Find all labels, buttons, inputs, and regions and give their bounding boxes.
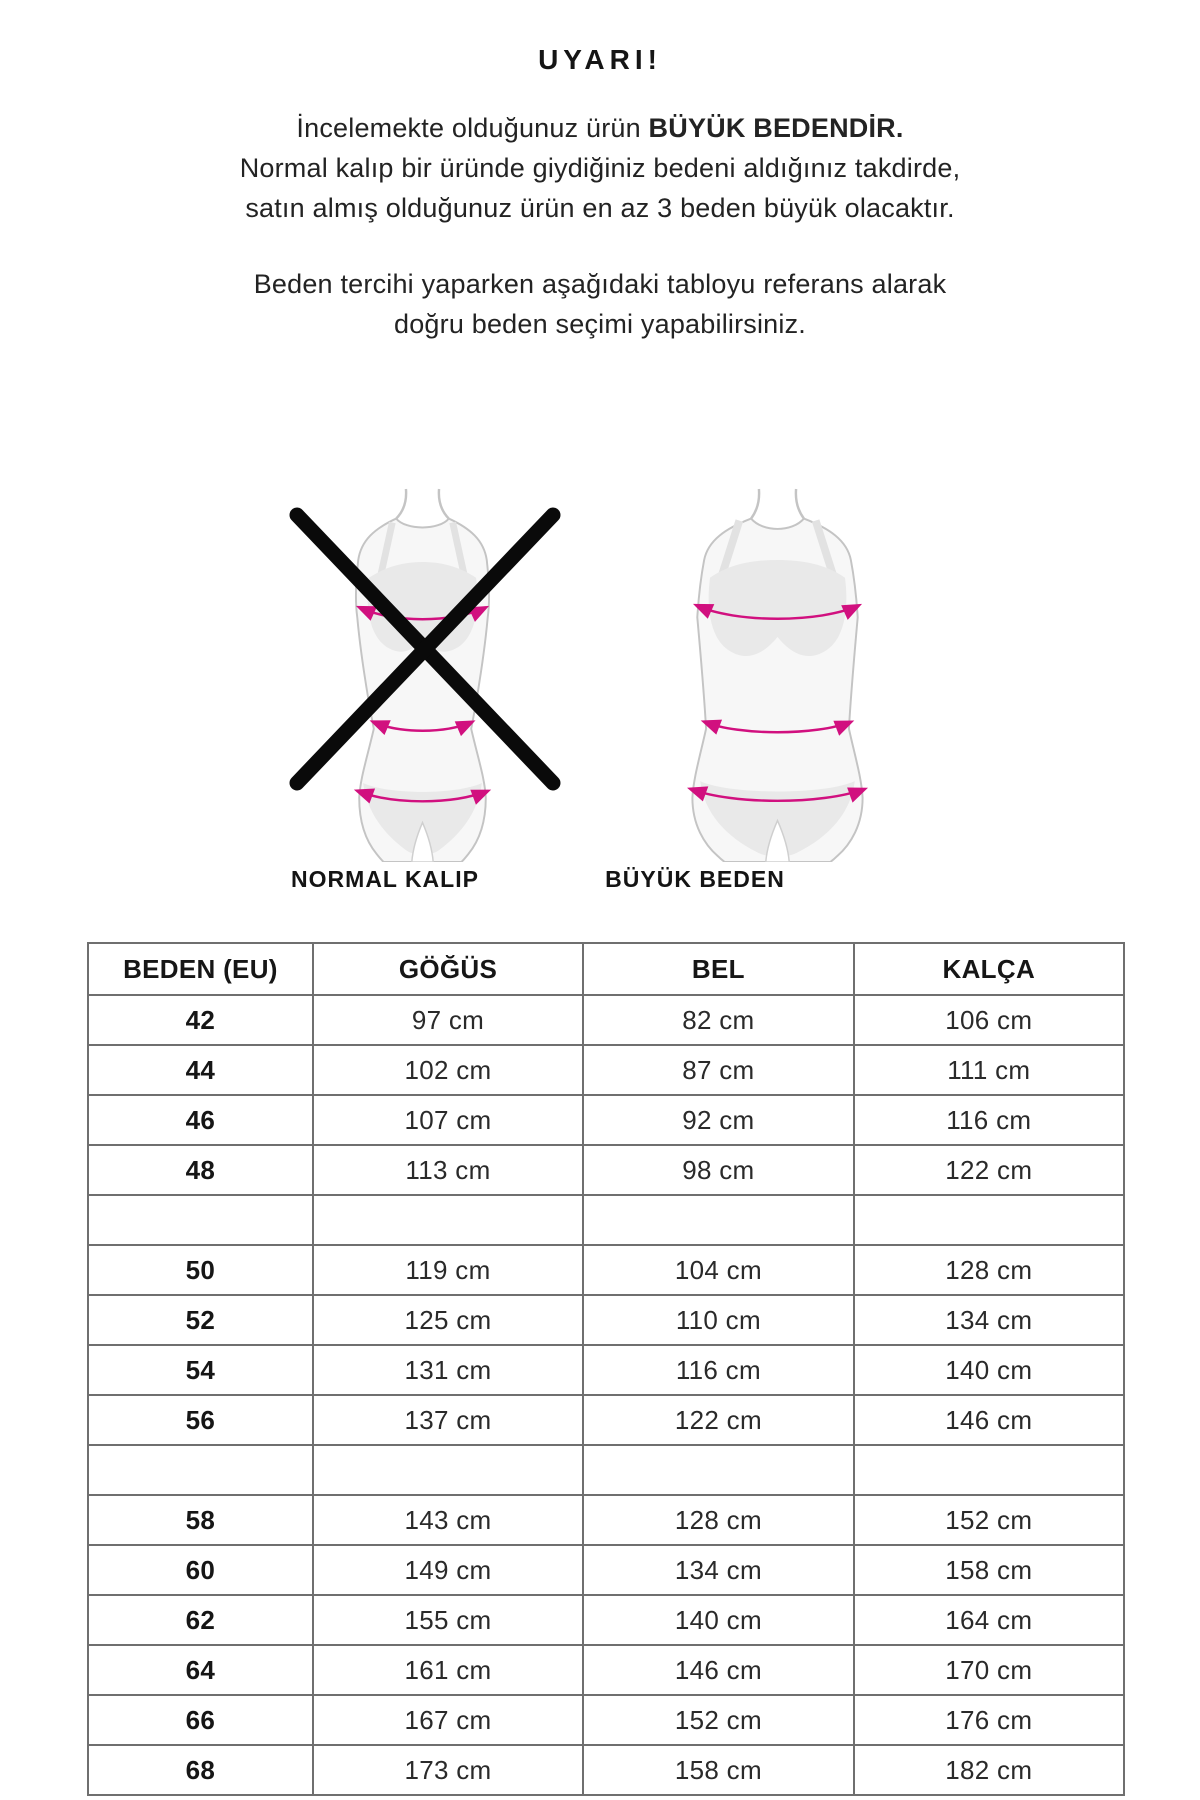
size-cell: 66 (88, 1695, 313, 1745)
measurement-cell: 140 cm (854, 1345, 1124, 1395)
intro-line-1 (0, 108, 1200, 148)
table-row (88, 1645, 1124, 1695)
measurement-cell (583, 1445, 853, 1495)
label-normal-kalip: NORMAL KALIP (291, 866, 479, 892)
measurement-cell: 146 cm (583, 1645, 853, 1695)
measurement-cell: 113 cm (313, 1145, 583, 1195)
measurement-cell: 119 cm (313, 1245, 583, 1295)
measurement-cell: 167 cm (313, 1695, 583, 1745)
measurement-cell: 110 cm (583, 1295, 853, 1345)
table-row (88, 1445, 1124, 1495)
intro-line-3: satın almış olduğunuz ürün en az 3 beden büyük olacaktır. (245, 193, 955, 223)
label-buyuk-beden: BÜYÜK BEDEN (605, 866, 785, 892)
measurement-cell: 125 cm (313, 1295, 583, 1345)
intro-line-1-bold: BÜYÜK BEDENDİR. (648, 113, 904, 143)
table-row (88, 1095, 1124, 1145)
size-cell: 52 (88, 1295, 313, 1345)
size-cell (88, 1445, 313, 1495)
measurement-cell (854, 1195, 1124, 1245)
measurement-cell: 182 cm (854, 1745, 1124, 1795)
measurement-cell: 122 cm (583, 1395, 853, 1445)
measurement-cell: 152 cm (583, 1695, 853, 1745)
measurement-cell: 102 cm (313, 1045, 583, 1095)
intro-line-2: Normal kalıp bir üründe giydiğiniz bedeni aldığınız takdirde, (239, 153, 961, 183)
measurement-cell: 140 cm (583, 1595, 853, 1645)
measurement-cell: 134 cm (854, 1295, 1124, 1345)
measurement-cell (854, 1445, 1124, 1495)
size-cell: 60 (88, 1545, 313, 1595)
measurement-cell: 149 cm (313, 1545, 583, 1595)
measurement-cell: 104 cm (583, 1245, 853, 1295)
measurement-cell: 146 cm (854, 1395, 1124, 1445)
reference-paragraph (0, 264, 1200, 344)
measurement-cell: 158 cm (583, 1745, 853, 1795)
measurement-cell: 122 cm (854, 1145, 1124, 1195)
measurement-cell: 116 cm (583, 1345, 853, 1395)
measurement-cell: 134 cm (583, 1545, 853, 1595)
table-row (88, 1045, 1124, 1095)
size-cell: 62 (88, 1595, 313, 1645)
size-cell: 64 (88, 1645, 313, 1695)
measurement-cell: 173 cm (313, 1745, 583, 1795)
header-bel: BEL (583, 943, 853, 995)
measurement-cell: 128 cm (854, 1245, 1124, 1295)
size-cell: 68 (88, 1745, 313, 1795)
header-gogus: GÖĞÜS (313, 943, 583, 995)
size-cell (88, 1195, 313, 1245)
size-cell: 54 (88, 1345, 313, 1395)
size-cell: 42 (88, 995, 313, 1045)
measurement-cell: 164 cm (854, 1595, 1124, 1645)
measurement-cell: 97 cm (313, 995, 583, 1045)
measurement-cell: 111 cm (854, 1045, 1124, 1095)
measurement-cell (583, 1195, 853, 1245)
measurement-cell: 92 cm (583, 1095, 853, 1145)
measurement-cell: 131 cm (313, 1345, 583, 1395)
measurement-cell: 161 cm (313, 1645, 583, 1695)
table-row (88, 1145, 1124, 1195)
measurement-cell: 155 cm (313, 1595, 583, 1645)
header-row (88, 943, 1124, 995)
body-figure-plus (665, 487, 890, 862)
intro-paragraph (0, 108, 1200, 228)
size-cell: 56 (88, 1395, 313, 1445)
measurement-cell (313, 1445, 583, 1495)
measurement-cell: 152 cm (854, 1495, 1124, 1545)
table-row (88, 1245, 1124, 1295)
neck-line (751, 489, 759, 519)
intro-line-1-regular: İncelemekte olduğunuz ürün (296, 113, 649, 143)
reference-line-1: Beden tercihi yaparken aşağıdaki tabloyu referans alarak (253, 269, 947, 299)
header-beden: BEDEN (EU) (88, 943, 313, 995)
cross-x-icon (285, 503, 565, 795)
size-cell: 44 (88, 1045, 313, 1095)
table-row (88, 1695, 1124, 1745)
size-cell: 48 (88, 1145, 313, 1195)
table-row (88, 1345, 1124, 1395)
measurement-cell: 107 cm (313, 1095, 583, 1145)
measurement-cell: 128 cm (583, 1495, 853, 1545)
table-row (88, 995, 1124, 1045)
measurement-cell: 116 cm (854, 1095, 1124, 1145)
size-table-body (88, 995, 1124, 1795)
table-row (88, 1545, 1124, 1595)
header-kalca: KALÇA (854, 943, 1124, 995)
table-row (88, 1395, 1124, 1445)
table-row (88, 1195, 1124, 1245)
measurement-cell: 143 cm (313, 1495, 583, 1545)
measurement-cell: 98 cm (583, 1145, 853, 1195)
table-row (88, 1295, 1124, 1345)
measurement-cell: 87 cm (583, 1045, 853, 1095)
table-row (88, 1595, 1124, 1645)
size-table (87, 942, 1125, 1796)
measurement-cell: 158 cm (854, 1545, 1124, 1595)
measurement-cell: 82 cm (583, 995, 853, 1045)
size-cell: 46 (88, 1095, 313, 1145)
reference-line-2: doğru beden seçimi yapabilirsiniz. (393, 309, 806, 339)
measurement-cell (313, 1195, 583, 1245)
warning-title: UYARI! (538, 44, 662, 75)
measurement-cell: 106 cm (854, 995, 1124, 1045)
size-table-header (88, 943, 1124, 995)
size-cell: 50 (88, 1245, 313, 1295)
table-row (88, 1495, 1124, 1545)
neck-line (796, 489, 804, 519)
table-row (88, 1745, 1124, 1795)
size-cell: 58 (88, 1495, 313, 1545)
measurement-cell: 170 cm (854, 1645, 1124, 1695)
measurement-cell: 176 cm (854, 1695, 1124, 1745)
measurement-cell: 137 cm (313, 1395, 583, 1445)
